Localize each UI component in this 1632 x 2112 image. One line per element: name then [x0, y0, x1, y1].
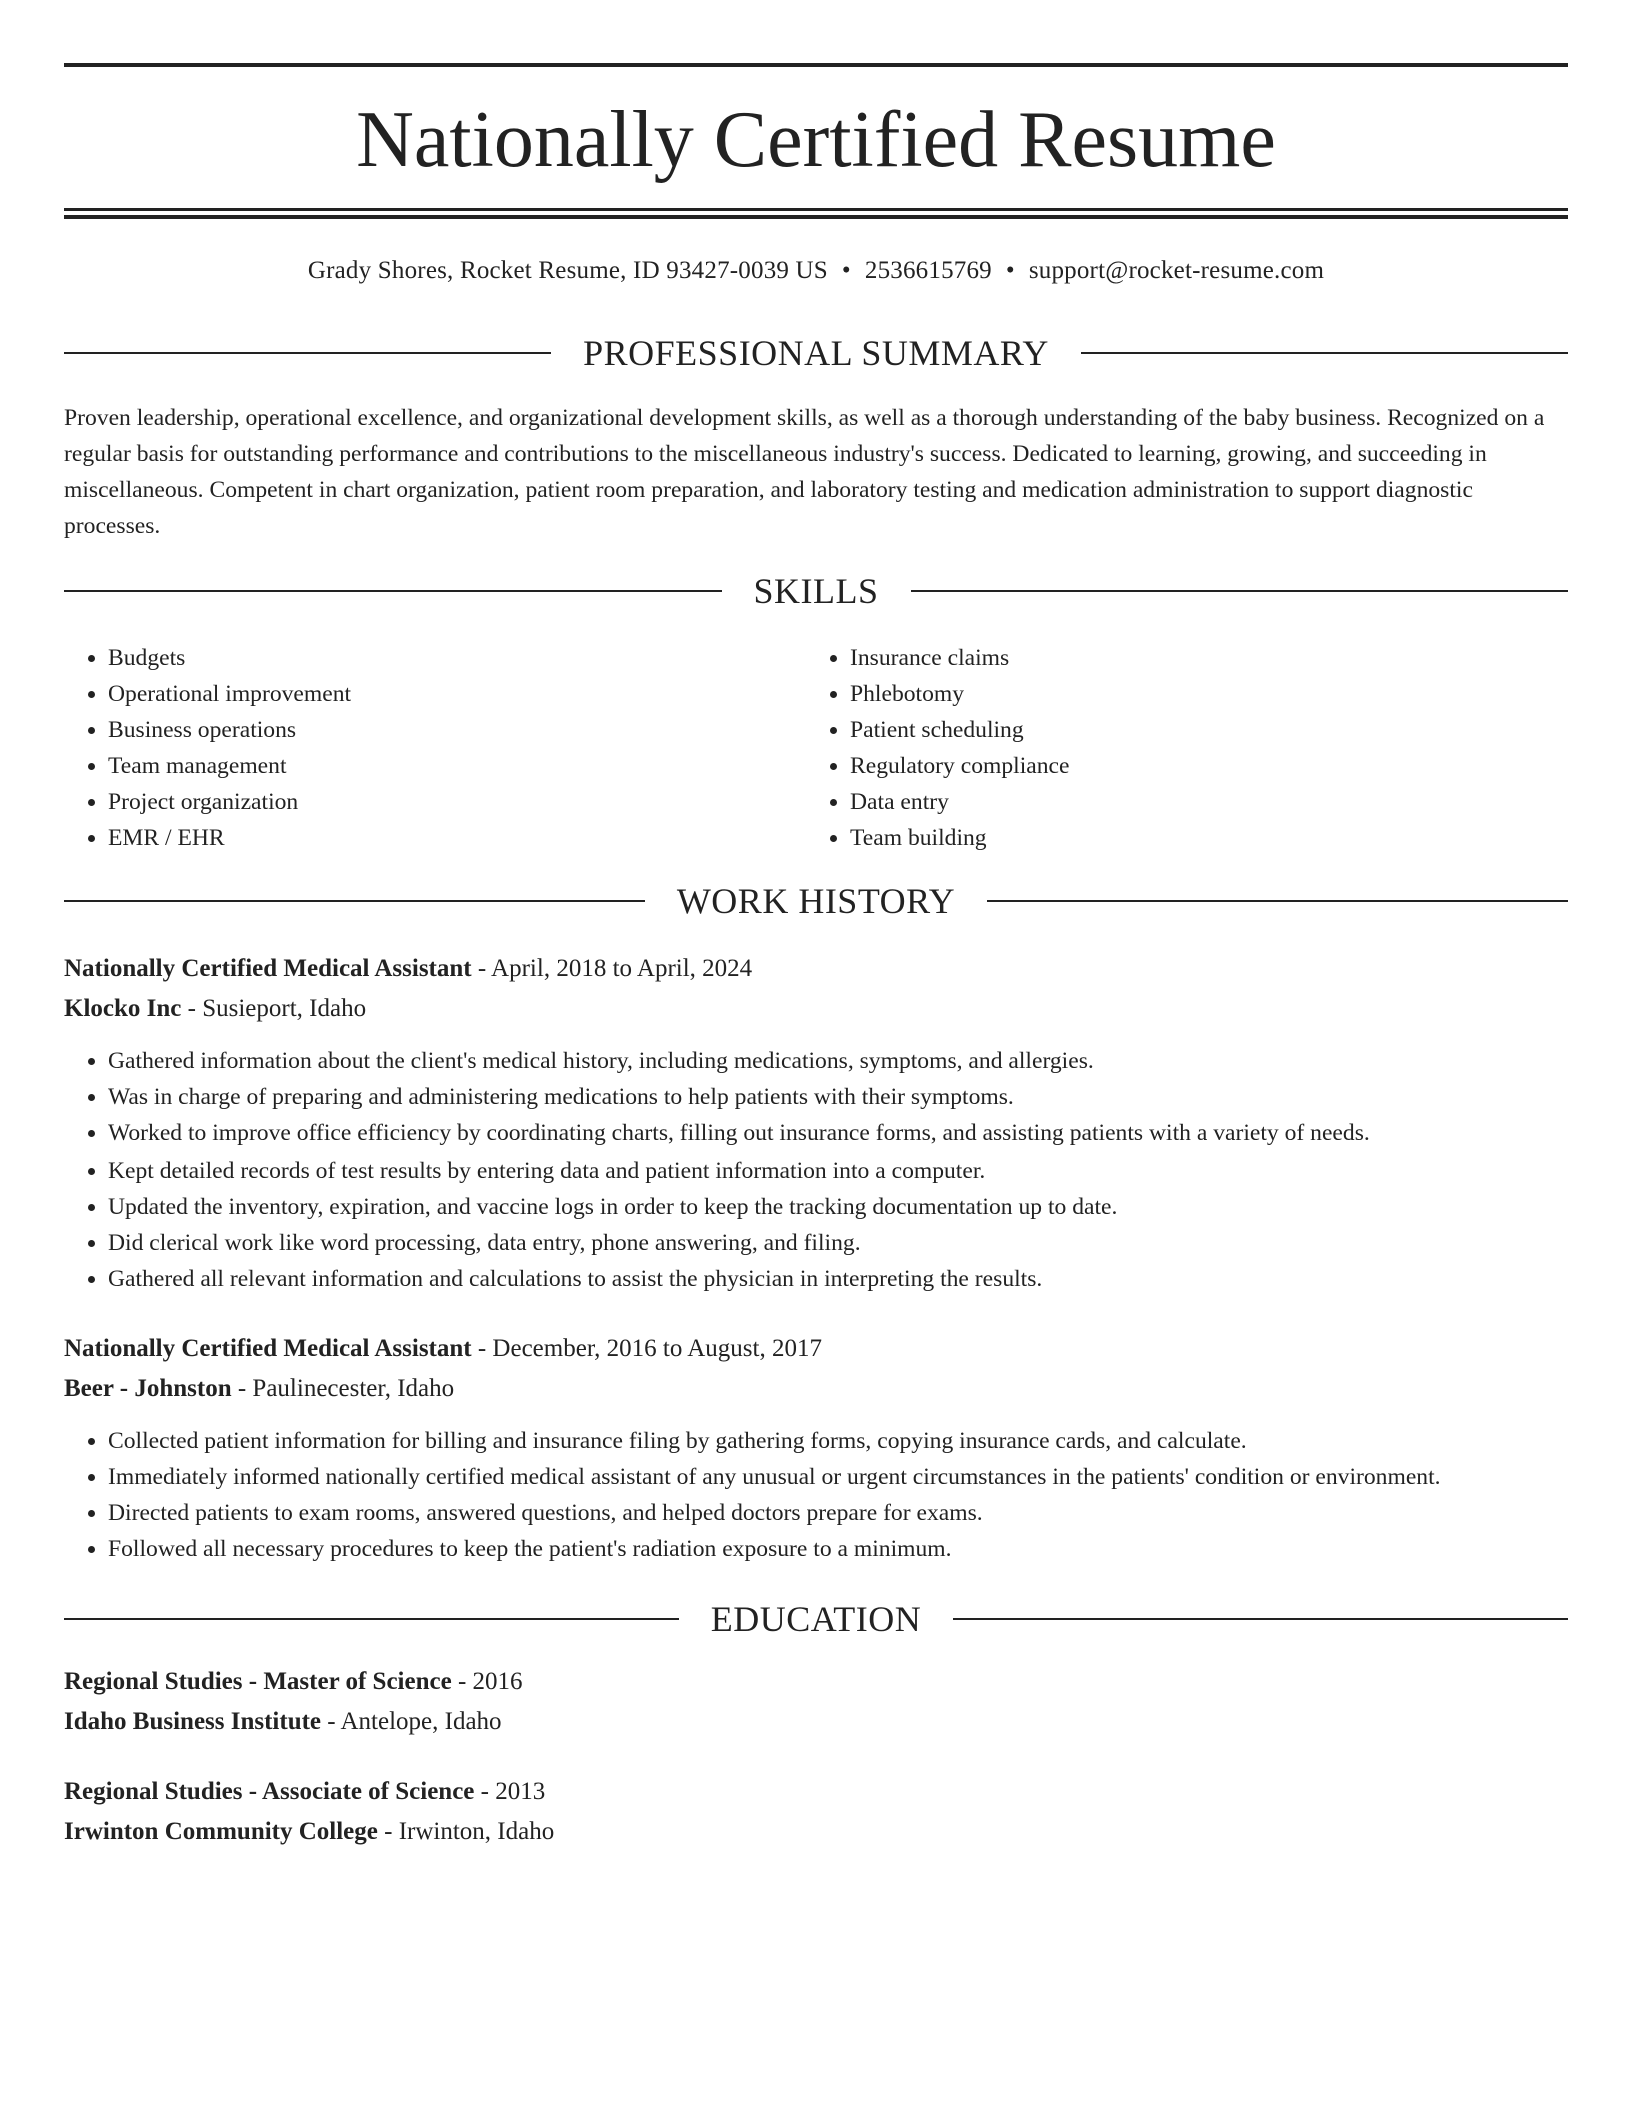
- education-heading-label: EDUCATION: [710, 1599, 922, 1639]
- education-section-heading: [64, 1597, 1568, 1641]
- education-year: - 2016: [451, 1668, 523, 1695]
- skill-item: • Project organization: [108, 784, 808, 820]
- job-bullet: • Kept detailed records of test results by entering data and patient information into a computer.: [108, 1153, 1370, 1189]
- job-title: Nationally Certified Medical Assistant: [64, 955, 472, 982]
- heading-rule-left: [64, 900, 645, 902]
- skill-item: • Business operations: [108, 712, 808, 748]
- job-company-line: [64, 1371, 454, 1407]
- skill-item: • Insurance claims: [850, 640, 1550, 676]
- skills-section-heading: [64, 569, 1568, 613]
- education-school-line: [64, 1704, 502, 1740]
- heading-rule-left: [64, 352, 551, 354]
- job-location: - Paulinecester, Idaho: [231, 1375, 455, 1402]
- resume-title: Nationally Certified Resume: [356, 96, 1276, 184]
- skill-item: • Regulatory compliance: [850, 748, 1550, 784]
- education-degree-line: [64, 1664, 523, 1700]
- skills-heading-label: SKILLS: [753, 571, 879, 611]
- heading-rule-left: [64, 590, 722, 592]
- education-school: Idaho Business Institute: [64, 1708, 322, 1735]
- skills-list-left: [64, 640, 808, 856]
- contact-email: support@rocket-resume.com: [1028, 257, 1325, 284]
- top-rule: [64, 63, 1568, 67]
- heading-rule-left: [64, 1618, 679, 1620]
- job-bullet: • Gathered information about the client's medical history, including medications, symptoms, and allergies.: [108, 1043, 1370, 1079]
- education-location: - Antelope, Idaho: [321, 1708, 502, 1735]
- job-company-line: [64, 991, 366, 1027]
- job-bullet: • Worked to improve office efficiency by coordinating charts, filling out insurance forms, and assisting patients with a variety of needs.: [108, 1115, 1370, 1151]
- education-year: - 2013: [474, 1778, 546, 1805]
- skill-item: • Budgets: [108, 640, 808, 676]
- job-dates: - December, 2016 to August, 2017: [471, 1335, 822, 1362]
- job-company: Klocko Inc: [64, 995, 182, 1022]
- work-section-heading: [64, 879, 1568, 923]
- contact-separator: •: [841, 257, 851, 284]
- job-bullet: • Gathered all relevant information and calculations to assist the physician in interpreting the results.: [108, 1261, 1370, 1297]
- skill-item: • Patient scheduling: [850, 712, 1550, 748]
- summary-text: Proven leadership, operational excellence, and organizational development skills, as well as a thorough understanding of the baby business. Recognized on a regular basis for outstanding performance and contributions to the miscellaneous industry's success. Dedicated to learning, growing, and succeeding in miscellaneous. Competent in chart organization, patient room preparation, and laboratory testing and medication administration to support diagnostic processes.: [64, 405, 1545, 539]
- job-bullets: [64, 1043, 1370, 1297]
- skills-list-right: [806, 640, 1550, 856]
- job-title-line: [64, 951, 752, 987]
- heading-rule-right: [987, 900, 1568, 902]
- summary-section-heading: [64, 331, 1568, 375]
- job-bullets: [64, 1423, 1441, 1567]
- contact-line: [64, 255, 1568, 287]
- skill-item: • Phlebotomy: [850, 676, 1550, 712]
- heading-rule-right: [1081, 352, 1568, 354]
- job-bullet: • Collected patient information for billing and insurance filing by gathering forms, copying insurance cards, and calculate.: [108, 1423, 1441, 1459]
- heading-rule-right: [953, 1618, 1568, 1620]
- job-bullet: • Updated the inventory, expiration, and vaccine logs in order to keep the tracking documentation up to date.: [108, 1189, 1370, 1225]
- skill-item: • Operational improvement: [108, 676, 808, 712]
- summary-heading-label: PROFESSIONAL SUMMARY: [583, 333, 1049, 373]
- job-dates: - April, 2018 to April, 2024: [471, 955, 753, 982]
- job-bullet: • Followed all necessary procedures to keep the patient's radiation exposure to a minimum.: [108, 1531, 1441, 1567]
- contact-phone: 2536615769: [864, 257, 992, 284]
- job-company: Beer - Johnston: [64, 1375, 232, 1402]
- skill-item: • EMR / EHR: [108, 820, 808, 856]
- education-school-line: [64, 1814, 554, 1850]
- education-location: - Irwinton, Idaho: [377, 1818, 555, 1845]
- job-title-line: [64, 1331, 822, 1367]
- title-double-rule: [64, 208, 1568, 219]
- education-degree: Regional Studies - Associate of Science: [64, 1778, 475, 1805]
- work-heading-label: WORK HISTORY: [676, 881, 956, 921]
- job-bullet: • Did clerical work like word processing, data entry, phone answering, and filing.: [108, 1225, 1370, 1261]
- job-title: Nationally Certified Medical Assistant: [64, 1335, 472, 1362]
- heading-rule-right: [911, 590, 1569, 592]
- education-degree: Regional Studies - Master of Science: [64, 1668, 452, 1695]
- skill-item: • Data entry: [850, 784, 1550, 820]
- job-bullet: • Immediately informed nationally certified medical assistant of any unusual or urgent circumstances in the patients' condition or environment.: [108, 1459, 1441, 1495]
- job-bullet: • Was in charge of preparing and administering medications to help patients with their symptoms.: [108, 1079, 1370, 1115]
- contact-address: Grady Shores, Rocket Resume, ID 93427-0039 US: [307, 257, 828, 284]
- job-location: - Susieport, Idaho: [181, 995, 367, 1022]
- skill-item: • Team management: [108, 748, 808, 784]
- education-degree-line: [64, 1774, 545, 1810]
- skill-item: • Team building: [850, 820, 1550, 856]
- contact-separator: •: [1005, 257, 1015, 284]
- job-bullet: • Directed patients to exam rooms, answered questions, and helped doctors prepare for exams.: [108, 1495, 1441, 1531]
- education-school: Irwinton Community College: [64, 1818, 378, 1845]
